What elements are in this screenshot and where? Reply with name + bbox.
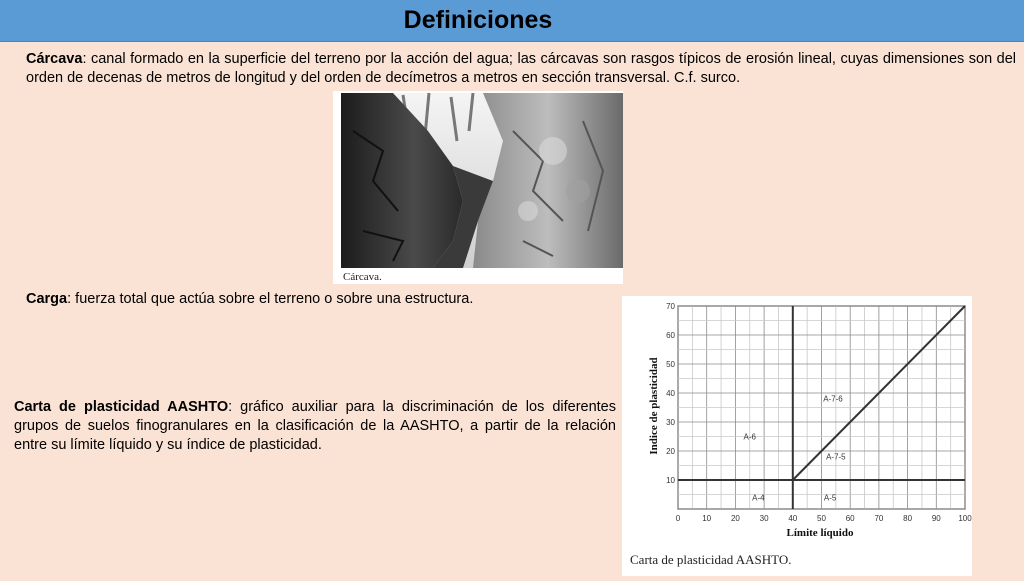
x-tick-label: 20	[730, 514, 740, 523]
x-tick-label: 40	[788, 514, 798, 523]
region-label: A-5	[823, 493, 837, 503]
region-label: A-6	[743, 432, 756, 442]
y-axis-label: Indice de plasticidad	[648, 357, 660, 455]
y-tick-label: 10	[666, 476, 675, 485]
x-tick-label: 30	[759, 514, 769, 523]
region-label: A-7-6	[823, 394, 843, 404]
x-tick-label: 0	[675, 514, 681, 523]
page-title: Definiciones	[403, 6, 553, 34]
gully-photo	[333, 91, 623, 284]
x-tick-label: 60	[845, 514, 855, 523]
chart-caption: Carta de plasticidad AASHTO.	[630, 552, 792, 567]
x-tick-label: 100	[958, 514, 972, 523]
y-tick-label: 60	[666, 331, 675, 340]
x-tick-label: 70	[874, 514, 884, 523]
plasticity-chart-svg	[622, 296, 972, 576]
definition-carta	[14, 398, 616, 455]
term-carta: Carta de plasticidad AASHTO	[14, 399, 229, 415]
term-carga: Carga	[26, 291, 68, 307]
x-tick-label: 90	[931, 514, 941, 523]
region-label: A-4	[752, 493, 765, 503]
y-tick-label: 70	[666, 302, 675, 311]
title-bar	[0, 0, 1024, 42]
y-tick-label: 30	[666, 418, 675, 427]
term-carcava: Cárcava	[26, 51, 83, 67]
x-tick-label: 50	[817, 514, 826, 523]
region-label: A-7-5	[826, 452, 846, 462]
x-tick-label: 10	[702, 514, 712, 523]
plasticity-chart	[622, 296, 972, 576]
definition-carcava	[26, 50, 1016, 88]
y-tick-label: 40	[666, 389, 675, 398]
y-tick-label: 50	[666, 360, 675, 369]
gully-photo-image	[333, 91, 623, 284]
definition-carga-text: : fuerza total que actúa sobre el terreno o sobre una estructura.	[67, 291, 474, 307]
definition-carta-text: : gráfico auxiliar para la discriminación de los diferentes grupos de suelos finogranulares en la clasificación de la AASHTO, a partir de la relación entre su límite líquido y su índice de plasticidad.	[14, 399, 616, 453]
definition-carga	[26, 290, 616, 309]
x-axis-label: Límite líquido	[786, 527, 854, 539]
y-tick-label: 20	[666, 447, 675, 456]
x-tick-label: 80	[903, 514, 913, 523]
definition-carcava-text: : canal formado en la superficie del terreno por la acción del agua; las cárcavas son rasgos típicos de erosión lineal, cuyas dimensiones son del orden de decenas de metros de longitud y del orden de decímetros a metros en sección transversal. C.f. surco.	[26, 51, 1016, 86]
photo-caption: Cárcava.	[343, 271, 382, 283]
